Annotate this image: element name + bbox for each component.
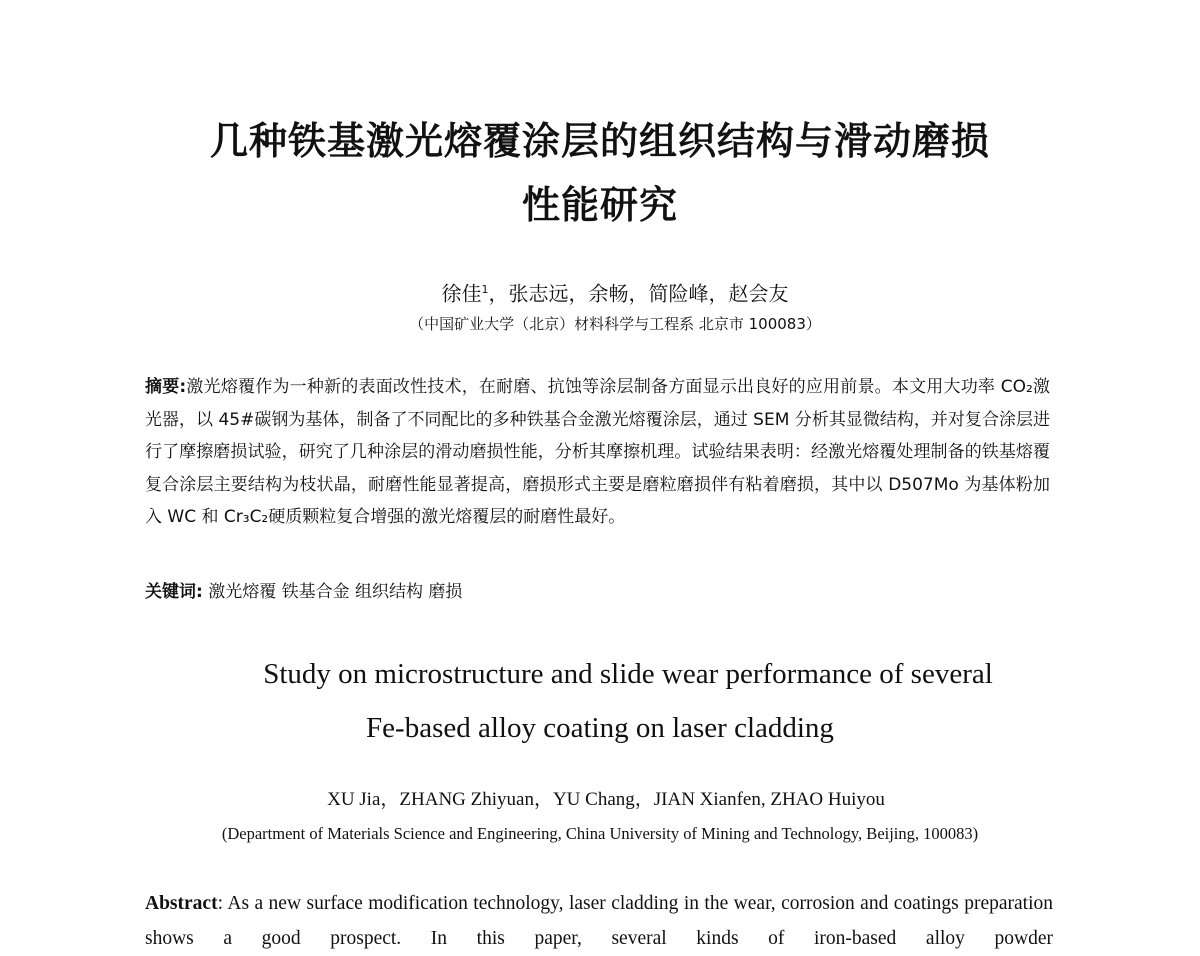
chinese-title-line-2: 性能研究 — [521, 183, 678, 227]
chinese-keywords-text: 激光熔覆 铁基合金 组织结构 磨损 — [202, 582, 463, 602]
chinese-abstract-label: 摘要: — [145, 377, 187, 397]
english-authors: XU Jia，ZHANG Zhiyuan，YU Chang，JIAN Xianfen, ZHAO Huiyou — [327, 789, 885, 810]
chinese-title-line-1: 几种铁基激光熔覆涂层的组织结构与滑动磨损 — [209, 119, 990, 163]
english-title-line-2: Fe-based alloy coating on laser cladding — [366, 712, 834, 744]
chinese-abstract — [145, 371, 1050, 534]
english-abstract-label: Abstract — [145, 893, 218, 914]
chinese-authors — [0, 276, 1200, 308]
chinese-keywords — [145, 577, 1050, 607]
first-author: 徐佳 — [441, 281, 482, 306]
english-title-line-1: Study on microstructure and slide wear performance of several — [263, 658, 993, 690]
english-abstract-text: : As a new surface modification technology, laser cladding in the wear, corrosion and coatings preparation shows a good prospect. In this paper, several kinds of iron-based alloy powder — [145, 893, 1053, 949]
chinese-affiliation: （中国矿业大学（北京）材料科学与工程系 北京市 100083） — [409, 315, 821, 333]
other-authors: ，张志远，余畅，简险峰，赵会友 — [488, 281, 789, 306]
affiliation-marker: 1 — [481, 283, 489, 296]
chinese-keywords-label: 关键词: — [145, 582, 203, 602]
chinese-abstract-text: 激光熔覆作为一种新的表面改性技术，在耐磨、抗蚀等涂层制备方面显示出良好的应用前景。本文用大功率 CO₂激光器，以 45#碳钢为基体，制备了不同配比的多种铁基合金激光熔覆涂层，通过 SEM 分析其显微结构，并对复合涂层进行了摩擦磨损试验，研究了几种涂层的滑动磨损性能，分析其摩擦机理。试验结果表明：经激光熔覆处理制备的铁基熔覆复合涂层主要结构为枝状晶，耐磨性能显著提高，磨损形式主要是磨粒磨损伴有粘着磨损，其中以 D507Mo 为基体粉加入 WC 和 Cr₃C₂硬质颗粒复合增强的激光熔覆层的耐磨性最好。 — [145, 377, 1050, 527]
english-abstract — [145, 886, 1053, 956]
english-affiliation: (Department of Materials Science and Engineering, China University of Mining and Technology, Beijing, 100083) — [221, 824, 979, 843]
